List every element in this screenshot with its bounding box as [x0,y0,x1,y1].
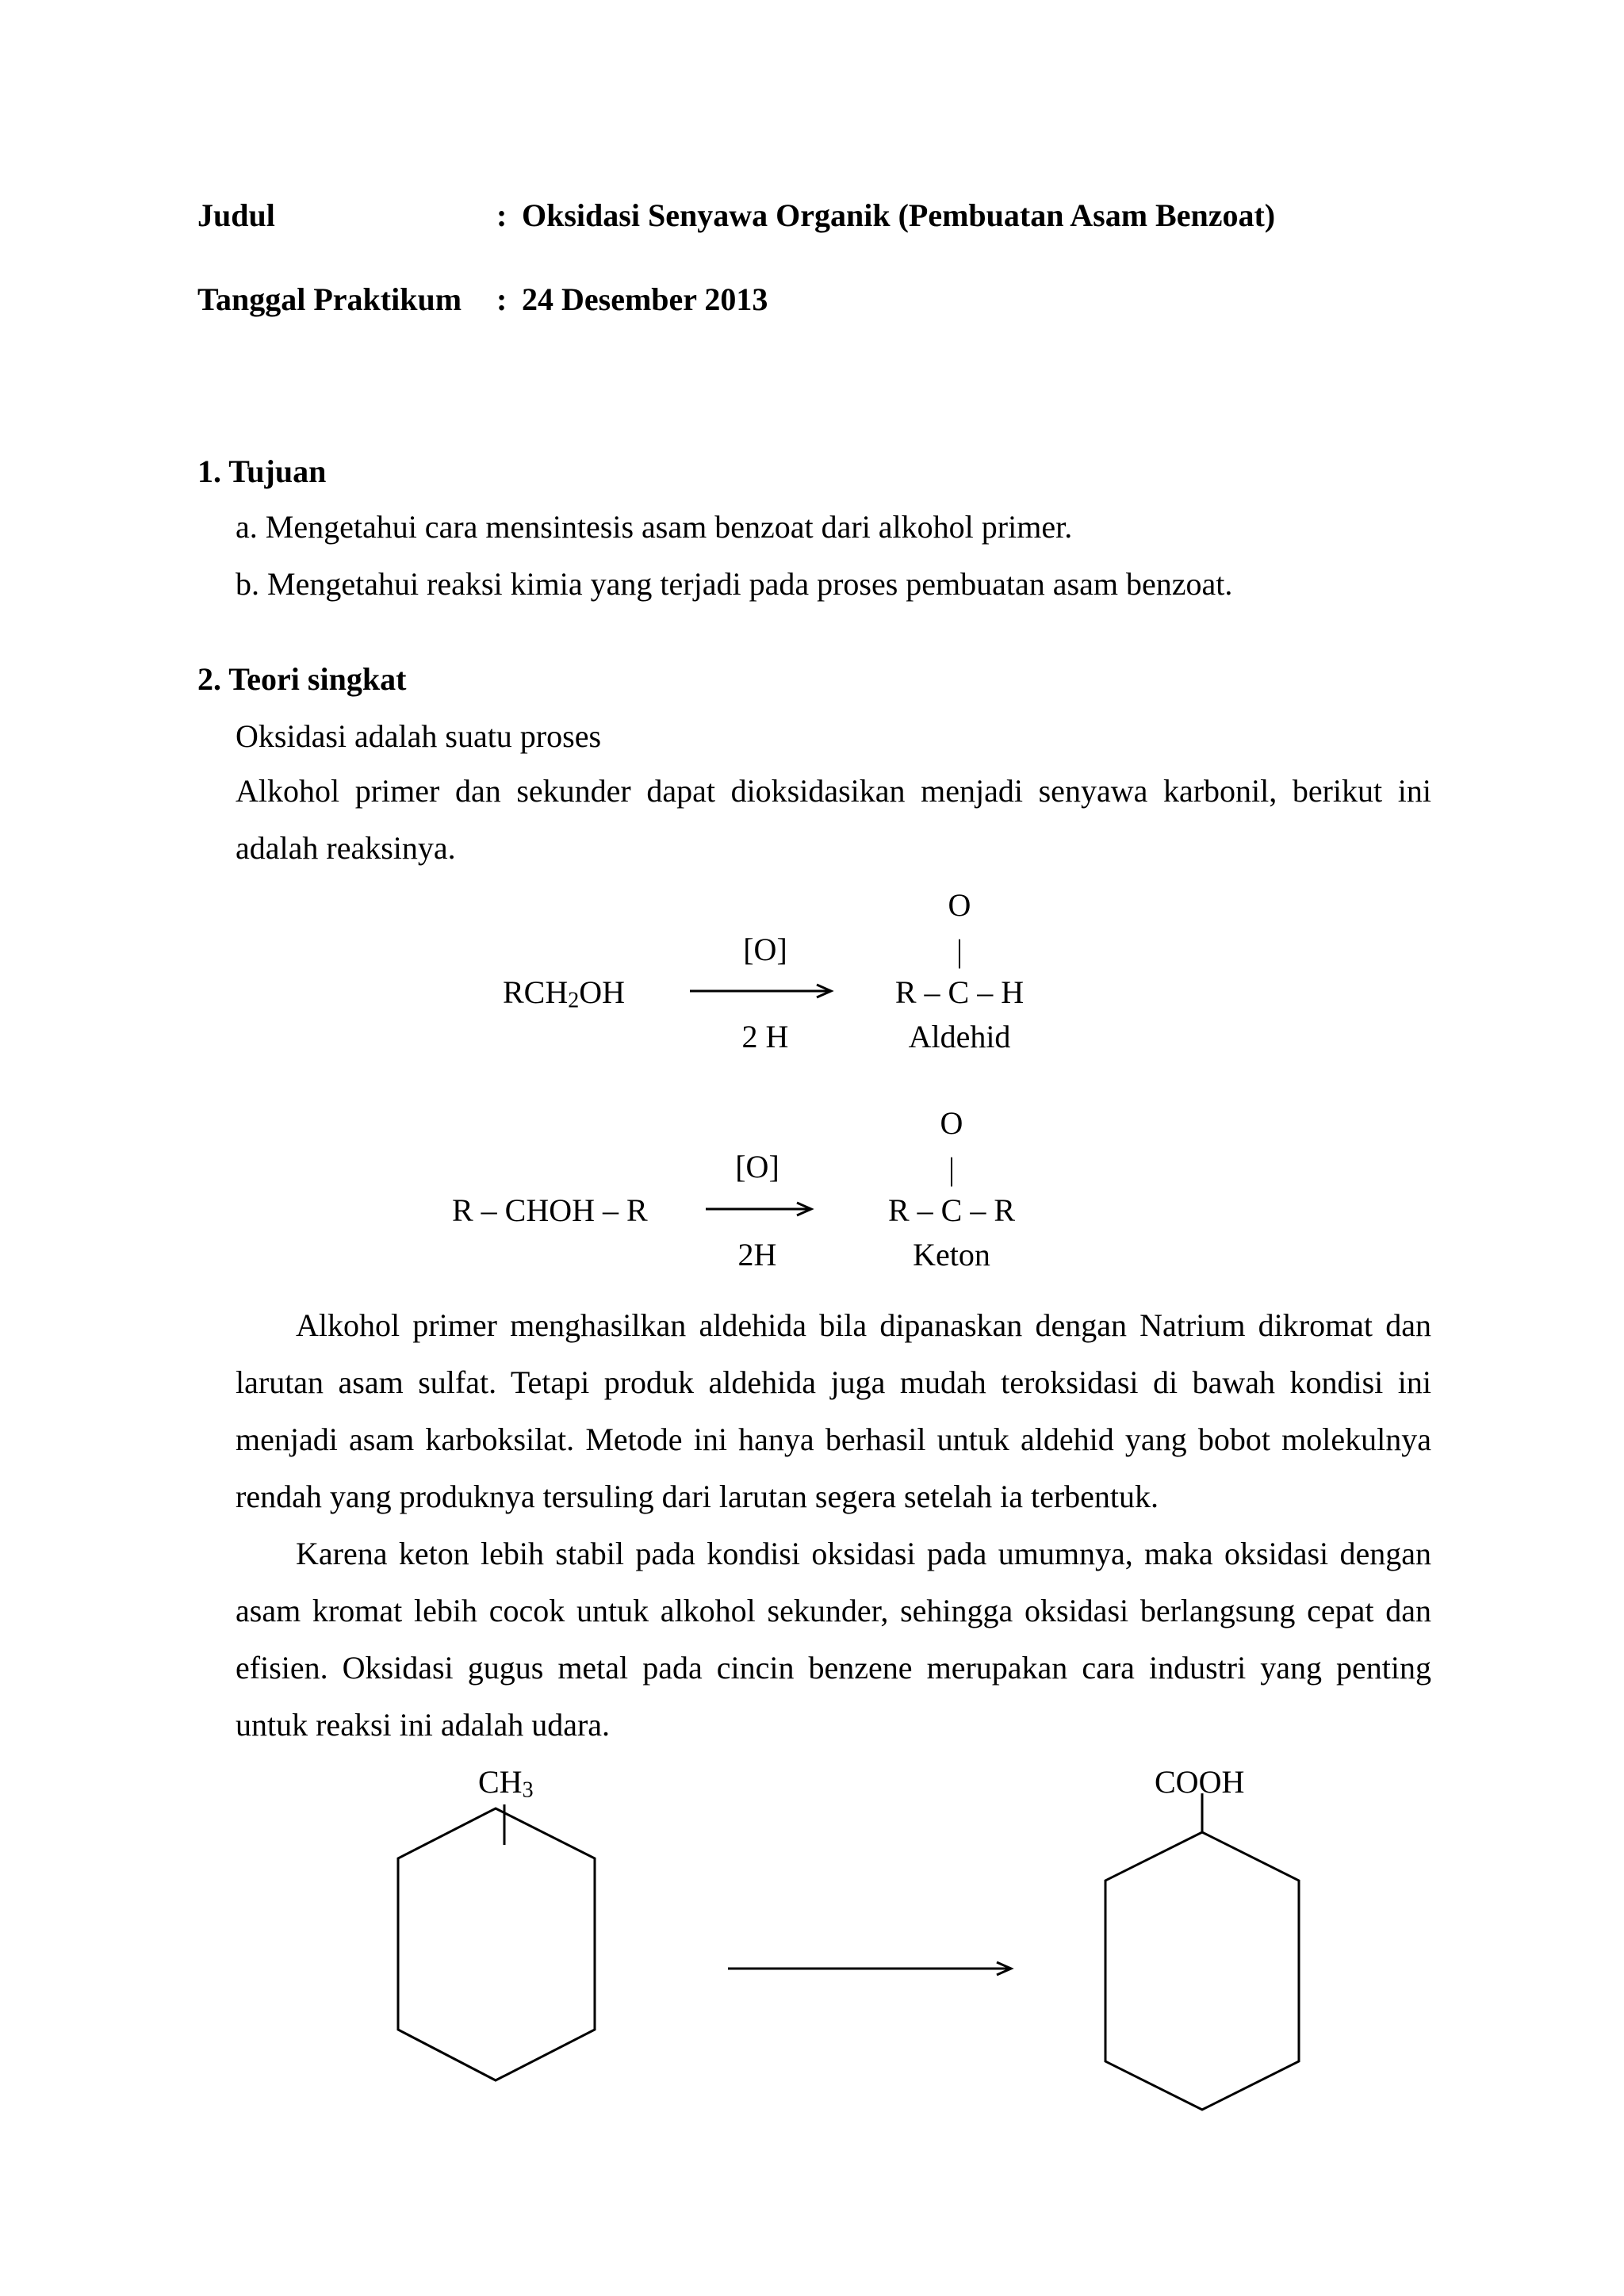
theory-line: Oksidasi adalah suatu proses [236,718,602,754]
body-paragraph: Alkohol primer menghasilkan aldehida bila dipanaskan dengan Natrium dikromat dan larutan asam sulfat. Tetapi produk aldehida juga mudah teroksidasi di bawah kondisi ini menjadi asam karboksilat. Metode ini hanya berhasil untuk aldehid yang bobot molekulnya rendah yang produknya tersuling dari larutan segera setelah ia terbentuk. [236,1307,1431,1514]
section-heading-teori: 2. Teori singkat [197,661,407,697]
theory-paragraph: Alkohol primer dan sekunder dapat dioksidasikan menjadi senyawa karbonil, berikut ini adalah reaksinya. [236,773,1431,866]
reaction2-reagent: [O] [735,1149,779,1184]
date-label: Tanggal Praktikum [197,281,462,317]
oxidation-arrow [728,1962,1011,1975]
reaction2-byproduct: 2H [737,1237,777,1272]
reaction1-reactant: $RCH_2OH$ [503,974,626,1013]
reaction2-reactant: R – CHOH – R [452,1192,648,1228]
date-separator: : [496,281,508,317]
date-value: 24 Desember 2013 [522,281,768,317]
toluene-ring [398,1808,595,2080]
reaction2-product: R – C – R [887,1192,1016,1228]
reaction1-reagent: [O] [743,932,787,967]
reaction2-oxygen: O [940,1105,963,1141]
carboxyl-group-label: COOH [1155,1764,1245,1800]
body-paragraph: Karena keton lebih stabil pada kondisi oksidasi pada umumnya, maka oksidasi dengan asam kromat lebih cocok untuk alkohol sekunder, sehingga oksidasi berlangsung cepat dan efisien. Oksidasi gugus metal pada cincin benzene merupakan cara industri yang penting untuk reaksi ini adalah udara. [236,1536,1431,1743]
objective-item: a. Mengetahui cara mensintesis asam benzoat dari alkohol primer. [236,509,1073,545]
title-value: Oksidasi Senyawa Organik (Pembuatan Asam Benzoat) [522,197,1276,233]
benzoic-acid-ring [1105,1832,1299,2110]
reaction1-oxygen: O [948,887,971,923]
reaction1-double-bond: | [956,933,963,969]
title-label: Judul [197,197,275,233]
reaction1-arrow [690,985,831,997]
title-separator: : [496,197,508,233]
reaction2-product-name: Keton [913,1237,990,1272]
section-heading-tujuan: 1. Tujuan [197,453,327,489]
reaction1-byproduct: 2 H [741,1019,789,1054]
methyl-group-label: $CH_3$ [478,1764,534,1803]
reaction1-product-name: Aldehid [908,1019,1011,1054]
objective-item: b. Mengetahui reaksi kimia yang terjadi pada proses pembuatan asam benzoat. [236,566,1233,602]
reaction2-arrow [706,1203,811,1215]
reaction1-product: R – C – H [894,974,1025,1010]
reaction2-double-bond: | [948,1151,955,1187]
